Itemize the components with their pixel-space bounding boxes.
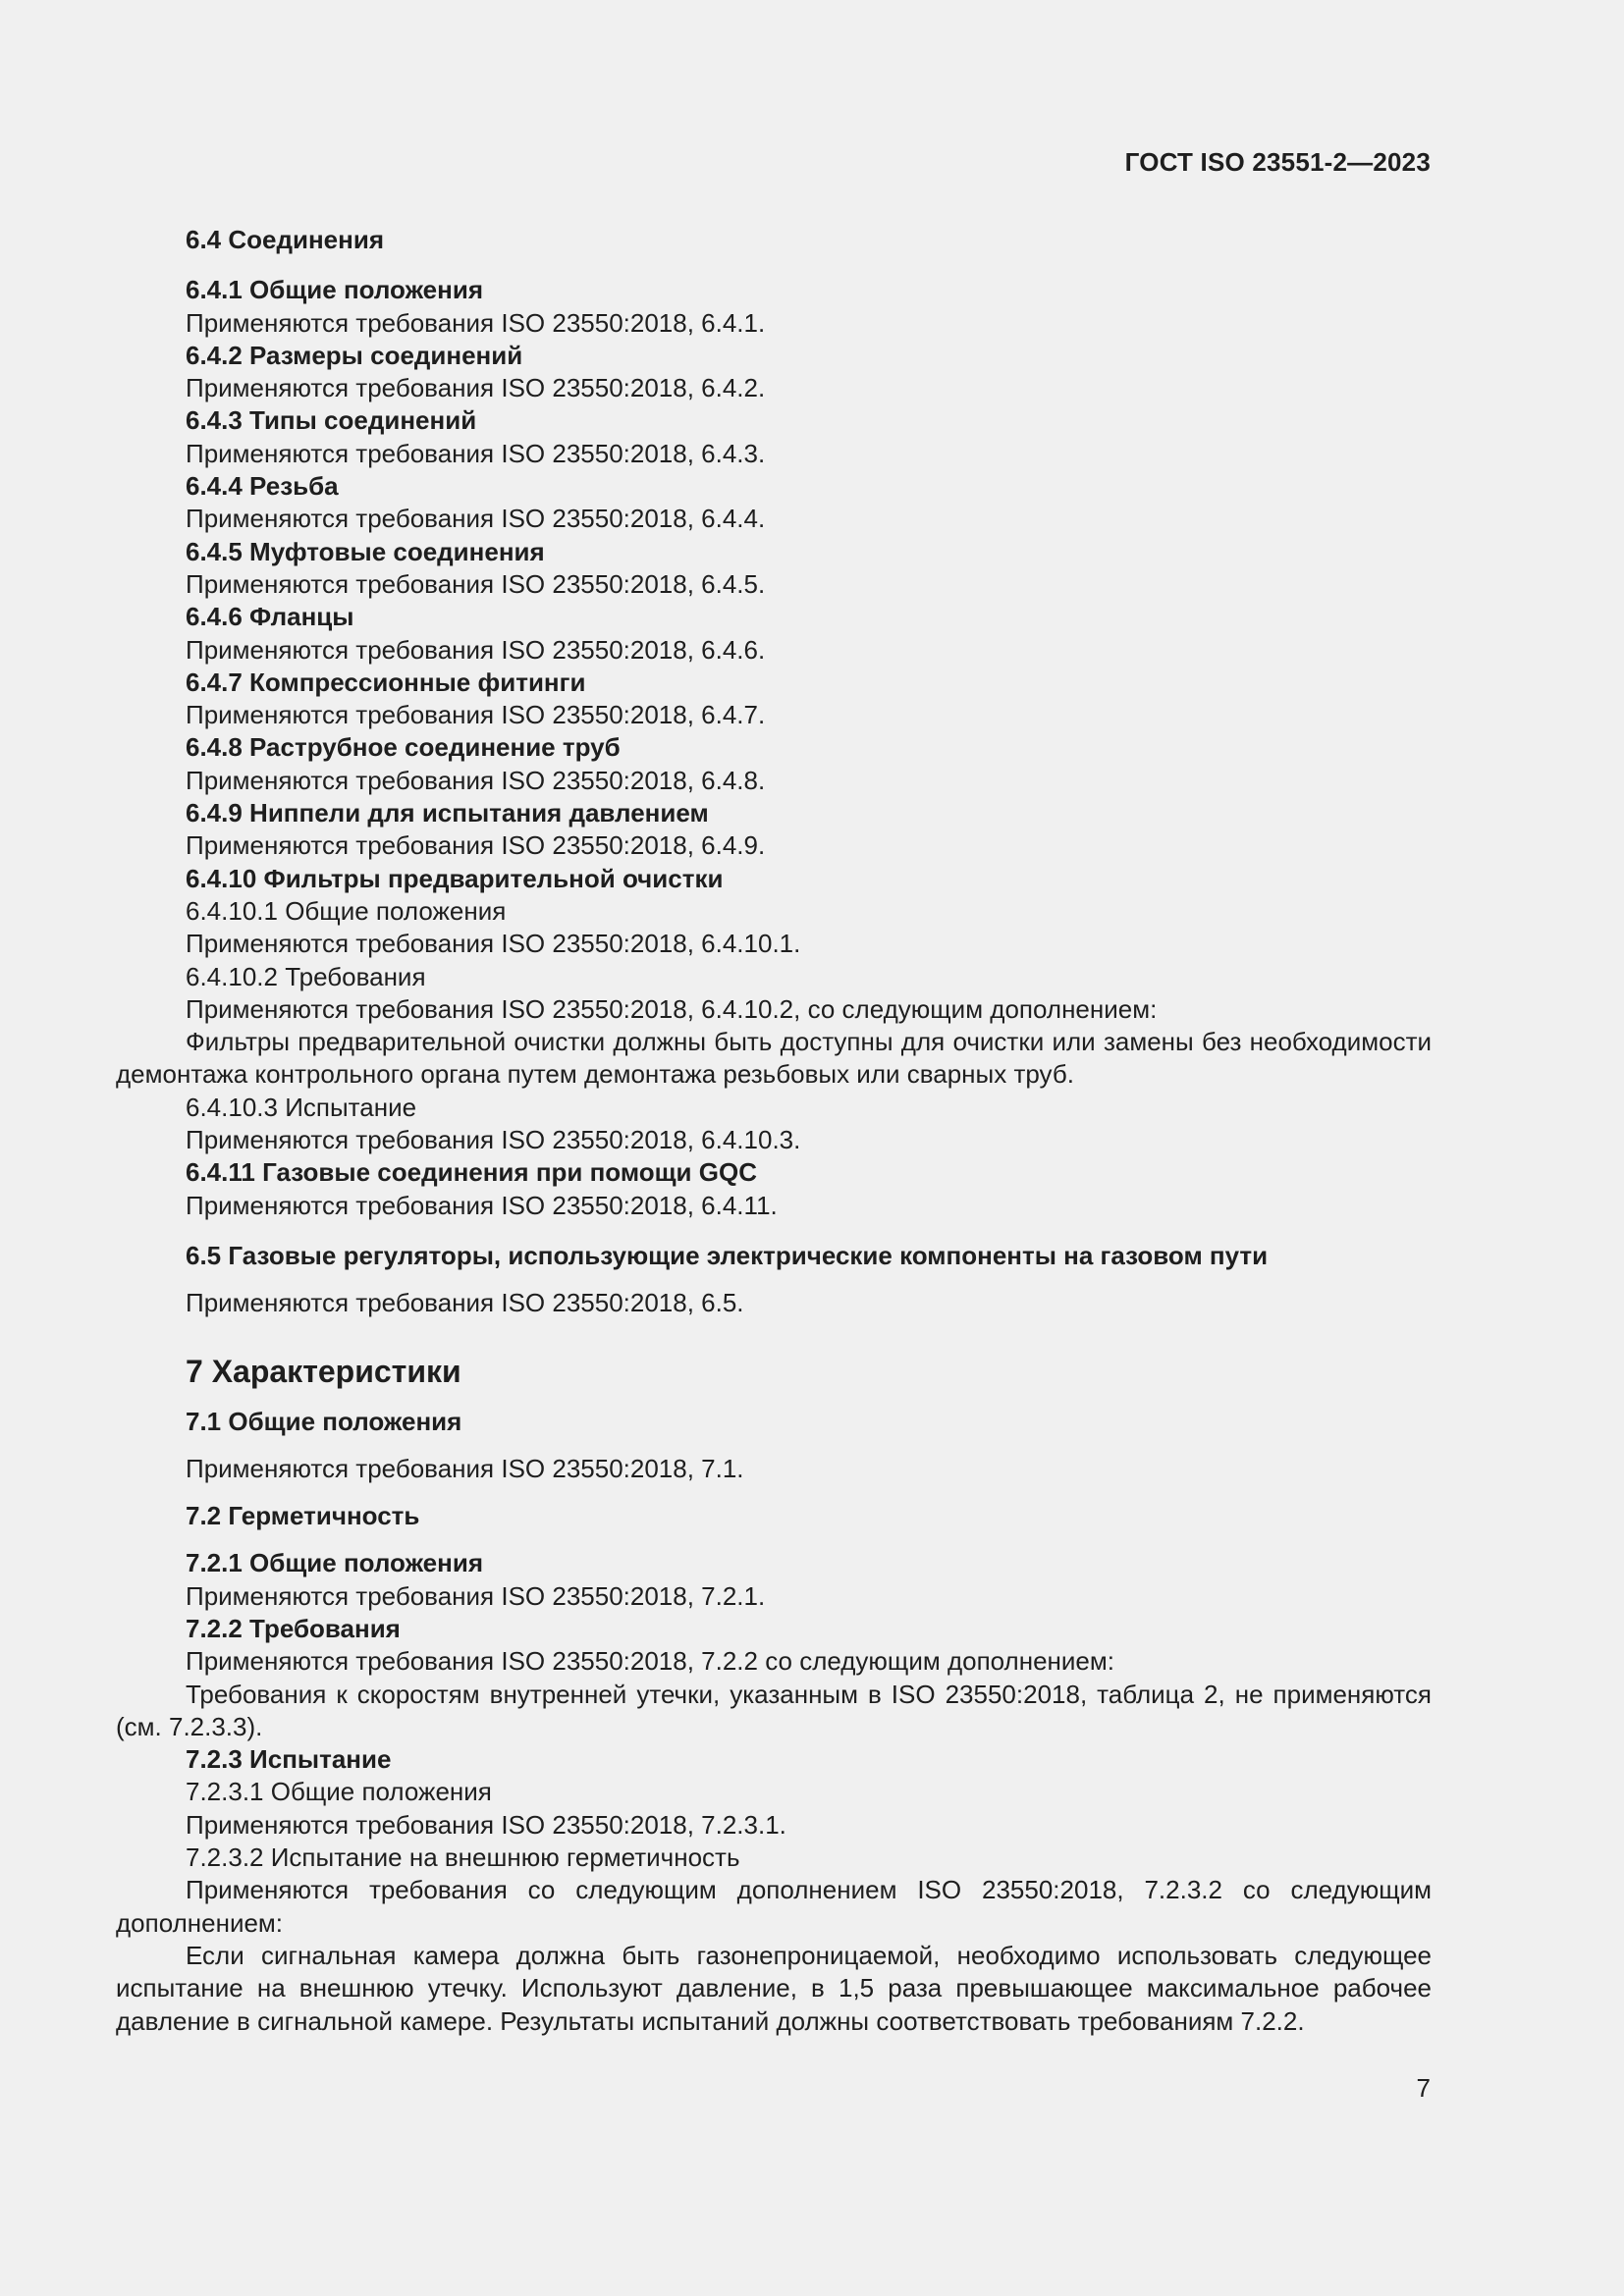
section-heading: 7.1 Общие положения: [186, 1406, 462, 1436]
requirement-text: Применяются требования ISO 23550:2018, 6.4.9.: [186, 830, 766, 861]
requirement-text: Применяются требования ISO 23550:2018, 6.4.7.: [186, 700, 766, 730]
subsection-heading: 6.4.4 Резьба: [186, 471, 339, 502]
clause-heading: 7.2.3.2 Испытание на внешнюю герметичность: [186, 1842, 740, 1873]
subsection-heading: 6.4.5 Муфтовые соединения: [186, 536, 545, 566]
subsection-heading: 7.2.2 Требования: [186, 1613, 401, 1643]
requirement-text: Применяются требования ISO 23550:2018, 6.4.1.: [186, 307, 766, 338]
subsection-heading: 7.2.1 Общие положения: [186, 1548, 483, 1578]
clause-heading: 6.4.10.1 Общие положения: [186, 895, 507, 926]
subsection-heading: 6.4.6 Фланцы: [186, 602, 354, 632]
subsection-heading: 6.4.2 Размеры соединений: [186, 340, 523, 370]
requirement-text: Применяются требования ISO 23550:2018, 6.4.11.: [186, 1190, 778, 1220]
requirement-text: Применяются требования ISO 23550:2018, 6.4.8.: [186, 765, 766, 795]
addition-paragraph: Требования к скоростям внутренней утечки, указанным в ISO 23550:2018, таблица 2, не применяются (см. 7.2.3.3).: [116, 1679, 1432, 1741]
subsection-heading: 6.4.1 Общие положения: [186, 275, 483, 305]
clause-heading: 6.4.10.2 Требования: [186, 961, 426, 991]
requirement-text: Применяются требования ISO 23550:2018, 7.2.1.: [186, 1580, 766, 1611]
requirement-text: Применяются требования ISO 23550:2018, 7.1.: [186, 1453, 744, 1483]
page-body: [116, 224, 1432, 2038]
requirement-text: Применяются требования ISO 23550:2018, 7.2.2 со следующим дополнением:: [186, 1646, 1114, 1677]
requirement-text: Применяются требования ISO 23550:2018, 7.2.3.1.: [186, 1809, 786, 1840]
requirement-text: Применяются требования ISO 23550:2018, 6.4.3.: [186, 438, 766, 468]
requirement-text: Применяются требования ISO 23550:2018, 6.4.10.1.: [186, 929, 801, 959]
subsection-heading: 6.4.8 Раструбное соединение труб: [186, 732, 621, 763]
requirement-text: Применяются требования ISO 23550:2018, 6.4.5.: [186, 568, 766, 599]
section-heading: 6.5 Газовые регуляторы, использующие электрические компоненты на газовом пути: [186, 1240, 1269, 1270]
requirement-text: Применяются требования ISO 23550:2018, 6.4.10.3.: [186, 1125, 801, 1155]
document-code: ГОСТ ISO 23551-2—2023: [1124, 147, 1431, 177]
subsection-heading: 6.4.9 Ниппели для испытания давлением: [186, 798, 709, 828]
subsection-heading: 7.2.3 Испытание: [186, 1744, 392, 1775]
page-number: 7: [1416, 2073, 1431, 2103]
subsection-heading: 6.4.3 Типы соединений: [186, 405, 477, 436]
section-heading: 7.2 Герметичность: [186, 1501, 420, 1531]
subsection-heading: 6.4.7 Компрессионные фитинги: [186, 667, 586, 697]
requirement-text: Применяются требования ISO 23550:2018, 6.4.6.: [186, 634, 766, 665]
test-description-paragraph: Если сигнальная камера должна быть газонепроницаемой, необходимо использовать следующее испытание на внешнюю утечку. Используют давление, в 1,5 раза превышающее максимальное рабочее давление в сигнальной камере. Результаты испытаний должны соответствовать требованиям 7.2.2.: [116, 1940, 1432, 2036]
addition-paragraph: Применяются требования со следующим дополнением ISO 23550:2018, 7.2.3.2 со следующим дополнением:: [116, 1875, 1432, 1938]
requirement-text: Применяются требования ISO 23550:2018, 6.4.10.2, со следующим дополнением:: [186, 993, 1158, 1024]
requirement-text: Применяются требования ISO 23550:2018, 6.5.: [186, 1288, 744, 1318]
requirement-text: Применяются требования ISO 23550:2018, 6.4.4.: [186, 504, 766, 534]
addition-paragraph: Фильтры предварительной очистки должны быть доступны для очистки или замены без необходимости демонтажа контрольного органа путем демонтажа резьбовых или сварных труб.: [116, 1027, 1432, 1090]
section-heading: 6.4 Соединения: [186, 225, 384, 254]
requirement-text: Применяются требования ISO 23550:2018, 6.4.2.: [186, 373, 766, 403]
chapter-heading: 7 Характеристики: [186, 1353, 461, 1389]
clause-heading: 6.4.10.3 Испытание: [186, 1092, 417, 1122]
subsection-heading: 6.4.10 Фильтры предварительной очистки: [186, 863, 724, 893]
subsection-heading: 6.4.11 Газовые соединения при помощи GQC: [186, 1157, 757, 1188]
clause-heading: 7.2.3.1 Общие положения: [186, 1777, 492, 1807]
